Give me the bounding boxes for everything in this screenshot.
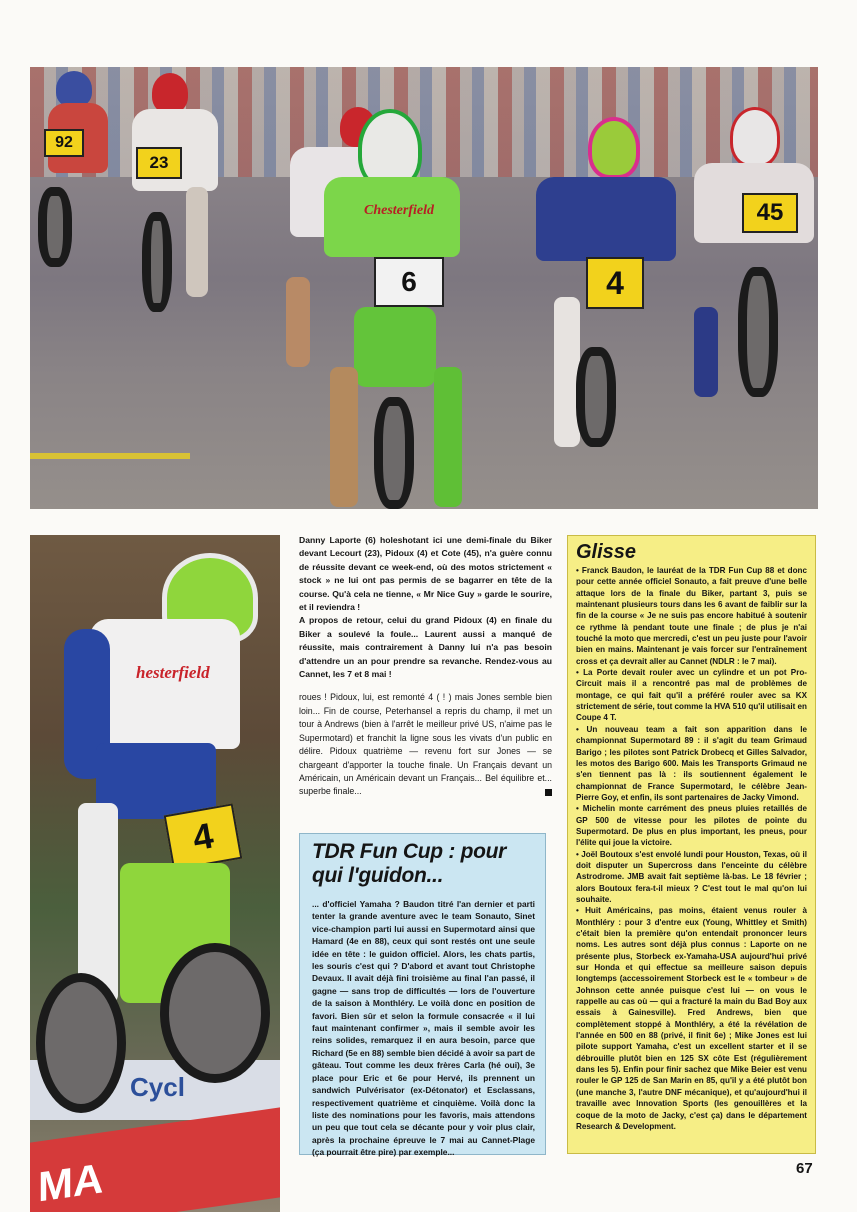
plate-4: 4 [586,257,644,309]
plate-92: 92 [44,129,84,157]
rider-6-laporte [294,107,534,509]
sponsor-sign: Cycl [30,1060,280,1120]
sponsor-chesterfield: Chesterfield [364,203,434,218]
glisse-item: • Michelin monte carrément des pneus pluies retaillés de GP 500 de vitesse pour les pilotes de pointe du Supermotard. De plus en plus important, les pneus, pour l'élite qui joue la victoire. [576,804,807,848]
glisse-item: • Un nouveau team a fait son apparition dans le championnat Supermotard 89 : il s'agit du team Grimaud Barigo ; les pilotes sont Patrick Drobecq et Gilles Salvador, les motos des Barigo 600. Mais les Transports Grimaud ne s'en tiennent pas là : ils soutiennent également le championnat de France Supermotard, le célèbre Jean-Pierre Goy, et enfin, ils sont partenaires de Jacky Vimond. [576,724,807,802]
plate-6: 6 [374,257,444,307]
jersey-sponsor: hesterfield [136,663,210,682]
glisse-body [576,565,807,1132]
glisse-item: • Huit Américains, pas moins, étaient venus rouler à Monthléry : pour 3 d'entre eux (Young, Whittley et Smith) c'était bien la première qu'on entendait prononcer leurs noms. Les autres sont déjà plus connus : Laporte on ne présente plus, Storbeck ex-Yamaha-USA aujourd'hui privé sur Honda et qui effectue sa meilleure saison depuis longtemps (accessoirement Storbeck est le « tombeur » de Johnson cette année puisque c'est lui — on vous le rappelle au cas où — qui a fracturé la main du Bad Boy aux essais à Gainesville). Fred Andrews, bien que complètement stoppé à Monthléry, a été la révélation de l'année en 500 en 88 (privé, il finit 6e) ; Mike Jones est lui pilote support Yamaha, c'est un excellent starter et il se débrouille plutôt bien en 125 SX côte Est (régulièrement dans les 5). Enfin pour finir sachez que Mike Beier est venu rouler le GP 125 de San Marin en 85, qu'il y a été plutôt bon (une manche 3, l'autre DNF mécanique), et qu'aujourd'hui il travaille avec Innovation Sports (les genouillères et la coque de la moto de Jacky, c'est ça) dans le département Research & Development. [576,906,807,1131]
race-photo-top [30,67,818,509]
plate-45: 45 [742,193,798,233]
rider-jumping [50,553,280,1113]
glisse-item: • Joël Boutoux s'est envolé lundi pour Houston, Texas, où il doit disputer un Supercross dans l'enceinte du célèbre Astrodrome. JMB avait fait septième là-bas. Le 18 février ; alors Boutoux fera-t-il mieux ? C'est tout le mal qu'on lui souhaite. [576,849,807,904]
rider-45-cote [690,107,818,407]
article-end-text: roues ! Pidoux, lui, est remonté 4 ( ! ) mais Jones semble bien loin... Fin de course, Peterhansel a repris du champ, il met un tour à Andrews (bien à l'arrêt le meilleur privé US, n'aime pas le Supermotard) et franchit la ligne sous les vivats d'un public en délire. Pidoux quatrième — revenu fort sur Jones — se chargeant d'apporter la touche finale. Un Français devant un Américain, un Américain devant un Français... Bel équilibre et... superbe finale... [299,692,552,797]
caption-paragraph-1: Danny Laporte (6) holeshotant ici une demi-finale du Biker devant Lecourt (23), Pidoux (4) et Cote (45), n'a guère connu de réussite devant ce week-end, où des motos strictement « stock » ne lui ont pas permis de se bagarrer en tête de la course. Qu'à cela ne tienne, « Mr Nice Guy » garde le sourire, et il reviendra ! [299,535,552,613]
rider-4-pidoux [516,117,696,447]
article-column [299,534,552,799]
track-marking [30,453,190,459]
plate-23: 23 [136,147,182,179]
tdr-body: ... d'officiel Yamaha ? Baudon titré l'an dernier et parti tenter la grande aventure avec le team Sonauto, Sinet vice-champion parti lui aussi en Supermotard ainsi que Hamard (4e en 88), ceux qui sont restés ont une seule idée en tête : le guidon officiel. Alors, les chats partis, les souris c'est qui ? D'abord et avant tout Christophe Devaux. Il avait déjà fini troisième au final l'an passé, il gagne — sans trop de difficultés — lors de l'ouverture de la saison à Monthléry. Le voilà donc en position de favori. Bien sûr et selon la formule consacrée « il lui faut maintenant confirmer », mais il semble avoir les reins solides, remarquez il en aura besoin, parce que Richard (5e en 88) semble bien décidé à avoir sa part de gâteau. Tout comme les deux frères Carla (hé oui), 3e place pour Eric et 6e pour Hervé, ils prennent un sandwich Pulvérisator (ex-Détonator) et Esclassans, respectivement quatrième et cinquième. Voilà donc la liste des nominations pour les favoris, mais attendons un peu que tout cela se décante pour y voir plus clair, après la prochaine épreuve le 7 mai au Cannet-Plage (ça pourrait être pire) par exemple... [312,899,535,1158]
tdr-title: TDR Fun Cup : pour qui l'guidon... [312,840,507,887]
glisse-title: Glisse [576,541,637,563]
article-end [299,691,552,798]
race-photo-left [30,535,280,1212]
plate-4-jump: 4 [164,803,243,870]
photo-caption [299,534,552,681]
red-banner: MA [30,1107,280,1212]
end-mark-icon [545,789,552,796]
glisse-box [567,535,816,1154]
caption-paragraph-2: A propos de retour, celui du grand Pidoux (4) en finale du Biker a soulevé la foule... Laurent aussi a manqué de réussite, mais contrairement à Danny lui n'a pas besoin d'attendre un an pour prendre sa revanche. Rendez-vous au Cannet, les 7 et 8 mai ! [299,615,552,680]
tdr-fun-cup-box [299,833,546,1158]
rider-92 [38,67,128,267]
rider-23 [122,67,242,312]
glisse-item: • La Porte devait rouler avec un cylindre et un pot Pro-Circuit mais il a rencontré pas mal de problèmes de montage, ce qui fait qu'il a préféré rouler avec sa KX strictement de série, tout comme la HVA 510 qu'il utilisait en Coupe 4 T. [576,668,807,723]
page-number: 67 [796,1160,813,1177]
glisse-item: • Franck Baudon, le lauréat de la TDR Fun Cup 88 et donc pour cette année officiel Sonauto, a fait preuve d'une belle attaque lors de la finale du Biker, partant 3, puis se maintenant plusieurs tours dans les 6 avant de faiblir sur la fin de la course « Je ne suis pas encore habitué à soutenir ce rythme là pendant toute une finale ; de plus je n'ai touché la moto que mercredi, c'est un peu juste pour l'avoir bien en mains. Maintenant je vais forcer sur l'entraînement cross et ça devrait aller au Cannet (NDLR : le 7 mai). [576,566,807,666]
